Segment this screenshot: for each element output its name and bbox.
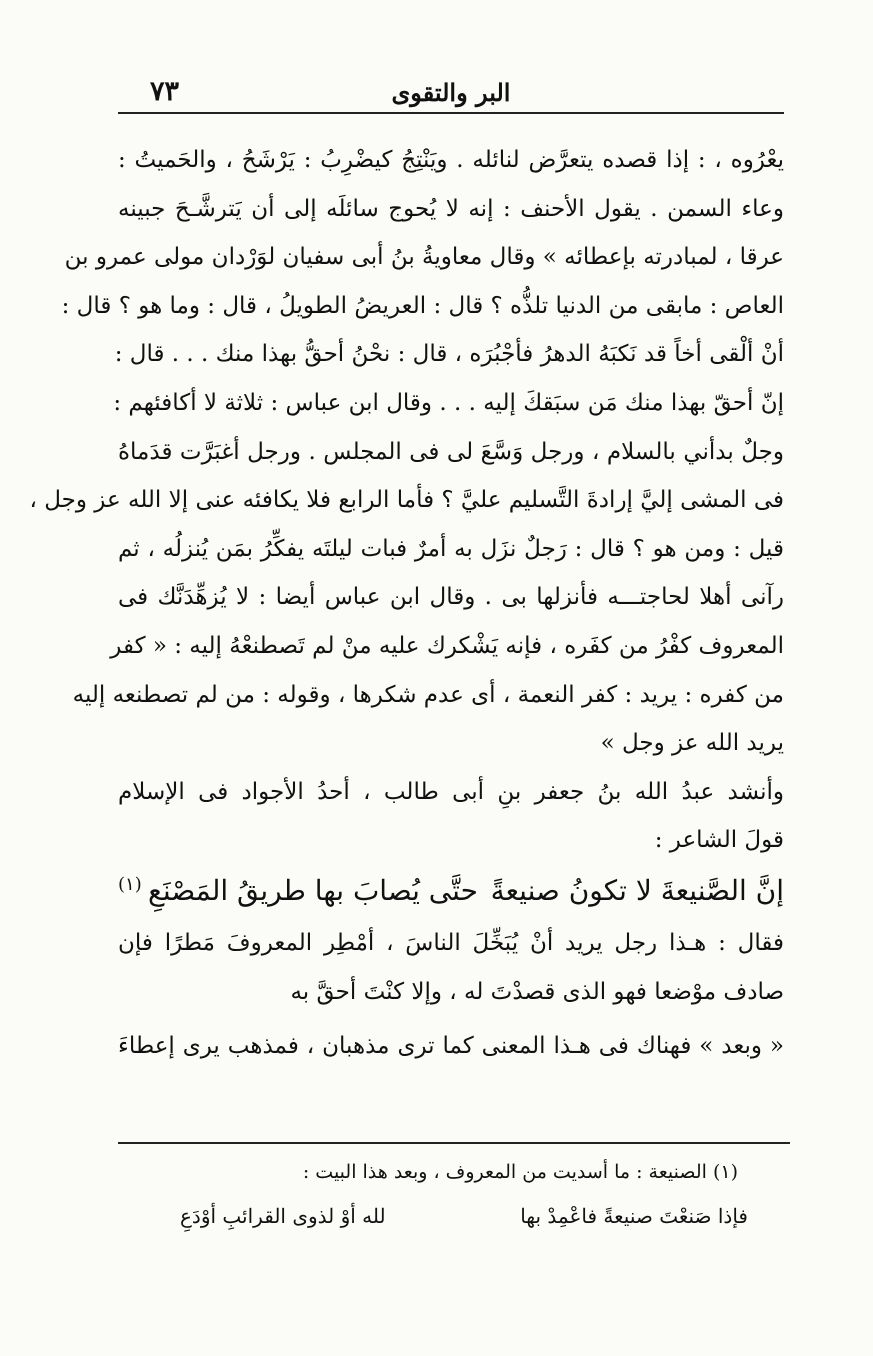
footnote-divider bbox=[118, 1142, 790, 1144]
footnote-verse-first: فإذا صَنعْتَ صنيعةً فاعْمِدْ بها bbox=[520, 1204, 748, 1228]
text-line: المعروف كفْرُ من كفَره ، فإنه يَشْكرك عليه منْ لم تَصطنعْهُ إليه : « كفر bbox=[110, 632, 784, 659]
text-line: « وبعد » فهناك فى هـذا المعنى كما ترى مذهبان ، فمذهب يرى إعطاءَ bbox=[118, 1033, 784, 1060]
footnotes bbox=[118, 1150, 790, 1244]
text-line: يعْرُوه ، : إذا قصده يتعرَّض لنائله . ويَنْتِجُ كيضْرِبُ : يَرْشَحُ ، والحَميتُ : bbox=[118, 147, 784, 173]
text-line: أنْ ألْقى أخاً قد نَكبَهُ الدهرُ فأجْبُرَه ، قال : نحْنُ أحقُّ بهذا منك . . . قال : bbox=[114, 341, 784, 368]
main-text bbox=[29, 136, 784, 1071]
footnote-verse-second: لله أوْ لذوى القرائبِ أوْدَعِ bbox=[180, 1204, 386, 1228]
footnote-verse bbox=[118, 1194, 790, 1244]
text-line: وأنشد عبدُ الله بنُ جعفر بنِ أبى طالب ، أحدُ الأجواد فى الإسلام bbox=[118, 778, 784, 805]
text-line: قيل : ومن هو ؟ قال : رَجلٌ نزَل به أمرٌ فبات ليلتَه يفكِّرُ بمَن يُنزلُه ، ثم bbox=[118, 535, 784, 562]
poem-first-hemistich: إنَّ الصَّنيعةَ لا تكونُ صنيعةً bbox=[490, 873, 784, 907]
text-line: عرقا ، لمبادرته بإعطائه » وقال معاويةُ بنُ أبى سفيان لوَرْدان مولى عمرو بن bbox=[64, 244, 784, 271]
text-line: فى المشى إليَّ إرادةَ التَّسليم عليَّ ؟ فأما الرابع فلا يكافئه عنى إلا الله عز وجل ، bbox=[29, 487, 784, 514]
poem-verse bbox=[118, 867, 784, 919]
text-line: وجلٌ بدأني بالسلام ، ورجل وَسَّعَ لى فى المجلس . ورجل أغبَرَّت قدَماهُ bbox=[118, 438, 784, 465]
text-line: قولَ الشاعر : bbox=[654, 827, 784, 854]
text-line: العاص : مابقى من الدنيا تلذُّه ؟ قال : العريضُ الطويلُ ، قال : وما هو ؟ قال : bbox=[61, 292, 784, 319]
page-header bbox=[118, 72, 784, 114]
text-line: رآنى أهلا لحاجتـــه فأنزلها بى . وقال ابن عباس أيضا : لا يُزهِّدَنَّك فى bbox=[118, 584, 784, 611]
text-line: إنّ أحقّ بهذا منك مَن سبَقكَ إليه . . . وقال ابن عباس : ثلاثة لا أكافئهم : bbox=[113, 389, 784, 416]
text-line: وعاء السمن . يقول الأحنف : إنه لا يُحوج سائلَه إلى أن يَترشَّـحَ جبينه bbox=[118, 195, 784, 222]
running-title: البر والتقوى bbox=[391, 78, 511, 107]
text-line: فقال : هـذا رجل يريد أنْ يُبَخِّلَ الناسَ ، أمْطِر المعروفَ مَطرًا فإن bbox=[118, 929, 784, 956]
footnote-text: (١) الصنيعة : ما أسديت من المعروف ، وبعد هذا البيت : bbox=[302, 1161, 738, 1183]
text-line: يريد الله عز وجل » bbox=[600, 730, 784, 757]
text-line: صادف موْضعا فهو الذى قصدْتَ له ، وإلا كنْتَ أحقَّ به bbox=[290, 978, 784, 1005]
poem-second-hemistich: حتَّى يُصابَ بها طريقُ المَصْنَعِ bbox=[148, 873, 478, 907]
text-line: من كفره : يريد : كفر النعمة ، أى عدم شكرها ، وقوله : من لم تصطنعه إليه bbox=[72, 681, 784, 708]
footnote-marker: (١) bbox=[118, 873, 142, 895]
page-number: ٧٣ bbox=[150, 76, 180, 107]
